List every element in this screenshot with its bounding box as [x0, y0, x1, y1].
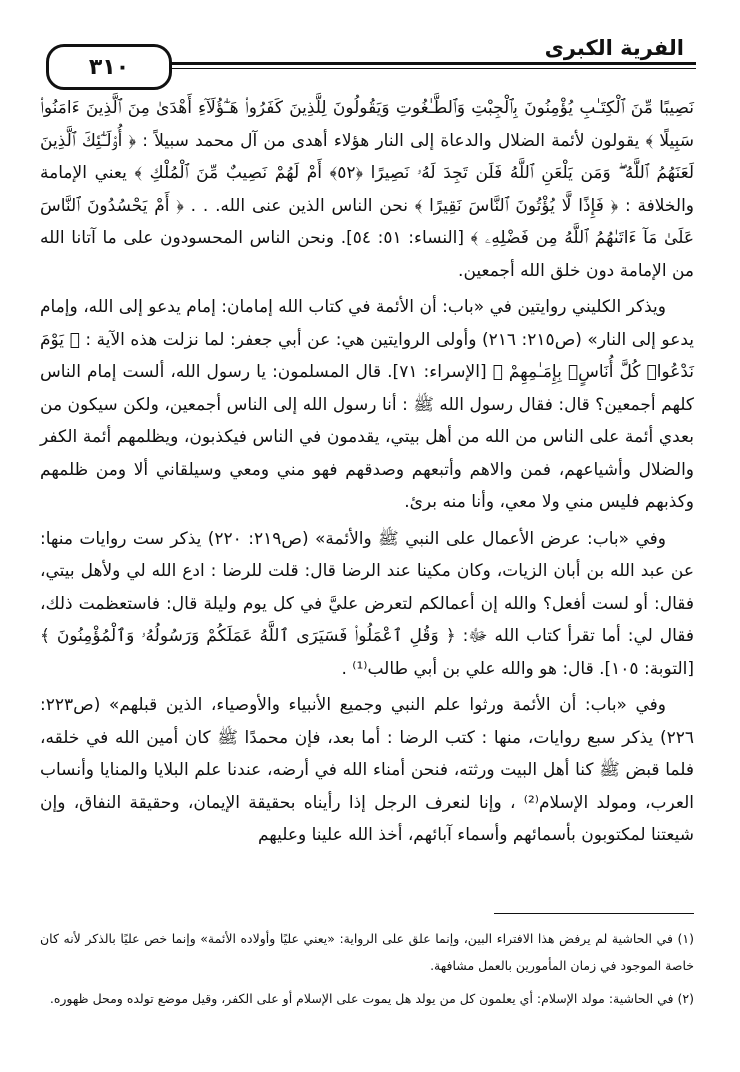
- paragraph: وفي «باب: أن الأئمة ورثوا علم النبي وجميع الأنبياء والأوصياء، الذين قبلهم» (ص٢٢٣: ٢٢٦) يذكر سبع روايات، منها : كتب الرضا : أما بعد، فإن محمدًا ﷺ كان أمين الله في خلقه، فلما قبض ﷺ كنا أهل البيت ورثته، فنحن أمناء الله في أرضه، عندنا علم البلايا والمنايا وأنساب العرب، ومولد الإسلام⁽²⁾ ، وإنا لنعرف الرجل إذا رأيناه بحقيقة الإيمان، وحقيقة النفاق، وإن شيعتنا لمكتوبون بأسمائهم وأسماء آبائهم، أخذ الله علينا وعليهم: [40, 695, 694, 845]
- header-rule-thick: [164, 62, 696, 65]
- footnote-separator: [494, 913, 694, 914]
- footnote: (٢) في الحاشية: مولد الإسلام: أي يعلمون كل من يولد هل يموت على الإسلام أو على الكفر، وقيل موضع تولده ومحل ظهوره.: [49, 991, 694, 1006]
- paragraph: وفي «باب: عرض الأعمال على النبي ﷺ والأئمة» (ص٢١٩: ٢٢٠) يذكر ست روايات منها: عن عبد الله بن أبان الزيات، وكان مكينا عند الرضا قال: قلت للرضا : ادع الله لي ولأهل بيتي، فقال: أو لست أفعل؟ والله إن أعمالكم لتعرض عليَّ في كل يوم وليلة قال: فاستعظمت ذلك، فقال لي: أما تقرأ كتاب الله ﷻ: ﴿ وَقُلِ ٱعْمَلُوا۟ فَسَيَرَى ٱللَّهُ عَمَلَكُمْ وَرَسُولُهُۥ وَٱلْمُؤْمِنُونَ ﴾ [التوبة: ١٠٥]. قال: هو والله علي بن أبي طالب⁽¹⁾ .: [40, 528, 694, 679]
- header-rule-thin: [164, 68, 696, 69]
- page-number: ٣١٠: [88, 54, 130, 80]
- footnote: (١) في الحاشية لم يرفض هذا الافتراء البين، وإنما علق على الرواية: «يعني عليًا وأولاده الأئمة» وإنما خص عليًا بالذكر لأنه كان خاصة الموجود في زمان المأمورين بالعمل مشافهة.: [40, 931, 694, 973]
- main-text: [40, 92, 694, 852]
- footnotes: [40, 925, 694, 1018]
- paragraph: نَصِيبًا مِّنَ ٱلْكِتَـٰبِ يُؤْمِنُونَ بِٱلْجِبْتِ وَٱلطَّـٰغُوتِ وَيَقُولُونَ لِلَّذِينَ كَفَرُوا۟ هَـٰٓؤُلَآءِ أَهْدَىٰ مِنَ ٱلَّذِينَ ءَامَنُوا۟ سَبِيلًا ﴾ يقولون لأئمة الضلال والدعاة إلى النار هؤلاء أهدى من آل محمد سبيلاً : ﴿ أُو۟لَـٰٓئِكَ ٱلَّذِينَ لَعَنَهُمُ ٱللَّهُ ۖ وَمَن يَلْعَنِ ٱللَّهُ فَلَن تَجِدَ لَهُۥ نَصِيرًا ﴿٥٢﴾ أَمْ لَهُمْ نَصِيبٌ مِّنَ ٱلْمُلْكِ ﴾ يعني الإمامة والخلافة : ﴿ فَإِذًا لَّا يُؤْتُونَ ٱلنَّاسَ نَقِيرًا ﴾ نحن الناس الذين عنى الله. . . ﴿ أَمْ يَحْسُدُونَ ٱلنَّاسَ عَلَىٰ مَآ ءَاتَىٰهُمُ ٱللَّهُ مِن فَضْلِهِۦ ﴾ [النساء: ٥١: ٥٤]. ونحن الناس المحسودون على ما آتانا الله من الإمامة دون خلق الله أجمعين.: [40, 98, 694, 281]
- book-title: الفرية الكبرى: [544, 36, 684, 60]
- page-number-frame: [46, 44, 172, 90]
- page-header: [24, 30, 716, 88]
- paragraph: ويذكر الكليني روايتين في «باب: أن الأئمة في كتاب الله إمامان: إمام يدعو إلى الله، وإمام يدعو إلى النار» (ص٢١٥: ٢١٦) وأولى الروايتين هي: عن أبي جعفر: لما نزلت هذه الآية : ﴿ يَوْمَ نَدْعُوا۟ كُلَّ أُنَاسٍۭ بِإِمَـٰمِهِمْ ﴾ [الإسراء: ٧١]. قال المسلمون: يا رسول الله، ألست إمام الناس كلهم أجمعين؟ قال: فقال رسول الله ﷺ : أنا رسول الله إلى الناس أجمعين، ولكن سيكون من بعدي أئمة على الناس من الله من أهل بيتي، يقدمون في الناس فيكذبون، ويظلمهم أئمة الكفر والضلال وأشياعهم، فمن والاهم وأتبعهم وصدقهم فهو مني ومعي وسيلقاني ألا ومن ظلمهم وكذبهم فليس مني ولا معي، وأنا منه برئ.: [40, 297, 694, 512]
